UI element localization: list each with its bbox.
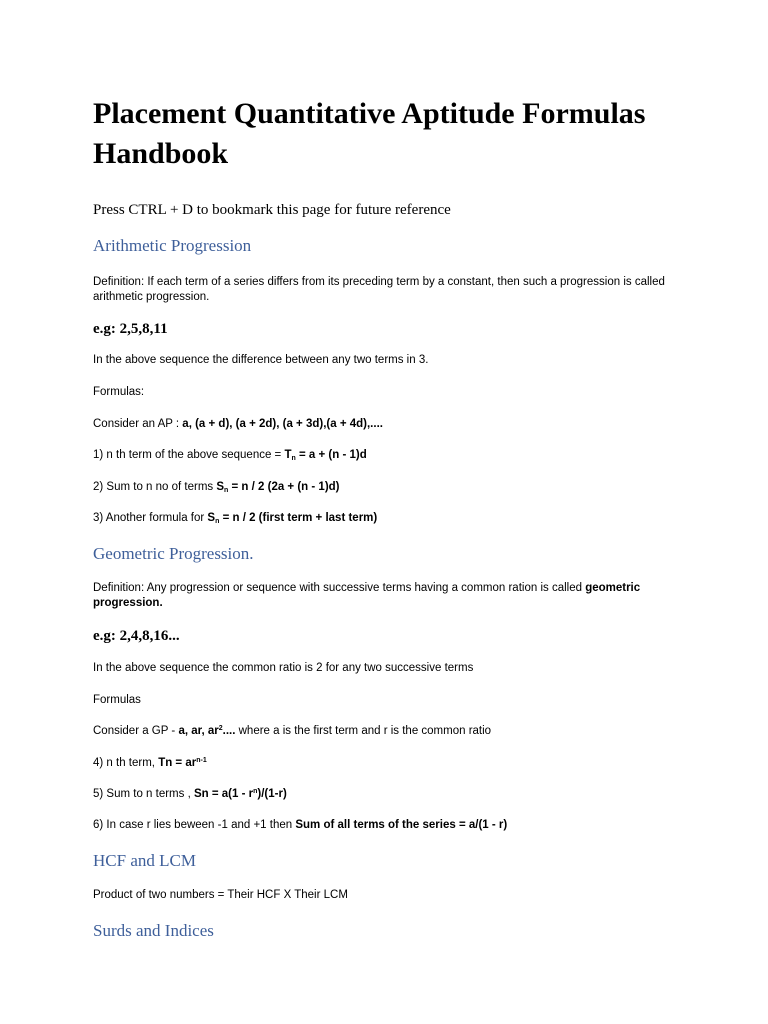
gp-formula-5-value-2: )/(1-r)	[257, 788, 287, 800]
ap-example: e.g: 2,5,8,11	[93, 321, 168, 337]
gp-formula-4-sup: n-1	[196, 757, 207, 764]
gp-example: e.g: 2,4,8,16...	[93, 628, 180, 644]
gp-formula-5-value-1: Sn = a(1 - r	[193, 788, 254, 800]
page-title: Placement Quantitative Aptitude Formulas Handbook	[93, 97, 646, 170]
gp-consider-suffix: where a is the first term and r is the common ratio	[235, 725, 492, 737]
gp-formula-5-sup: n	[253, 788, 258, 795]
ap-consider-value: a, (a + d), (a + 2d), (a + 3d),(a + 4d),....	[182, 418, 383, 430]
hcf-text: Product of two numbers = Their HCF X Their LCM	[93, 889, 348, 901]
ap-formula-3-lhs: S	[207, 512, 216, 524]
gp-formula-5	[93, 787, 673, 802]
gp-definition	[93, 581, 673, 611]
gp-formula-6-prefix: 6) In case r lies beween -1 and +1 then	[93, 819, 296, 831]
ap-formula-1-prefix: 1) n th term of the above sequence =	[93, 449, 285, 461]
gp-consider-sup: 2	[218, 725, 223, 732]
section-heading-arithmetic-progression: Arithmetic Progression	[93, 236, 252, 255]
ap-formula-1	[93, 448, 673, 463]
gp-consider-value-1: a, ar, ar	[178, 725, 219, 737]
gp-consider	[93, 724, 673, 739]
ap-formula-3-prefix: 3) Another formula for	[93, 512, 208, 524]
section-heading-geometric-progression: Geometric Progression.	[93, 544, 254, 563]
gp-consider-prefix: Consider a GP -	[93, 725, 179, 737]
ap-formula-3	[93, 511, 673, 526]
gp-definition-bold-1: geometric	[585, 582, 641, 594]
ap-formula-3-sub: n	[215, 518, 220, 525]
gp-formula-4-value: Tn = ar	[158, 757, 197, 769]
gp-formulas-label: Formulas	[93, 694, 141, 706]
gp-definition-bold-2: progression.	[93, 597, 163, 609]
ap-formula-2-prefix: 2) Sum to n no of terms	[93, 481, 217, 493]
gp-formula-5-prefix: 5) Sum to n terms ,	[93, 788, 194, 800]
ap-consider	[93, 417, 673, 432]
ap-formula-1-sub: n	[291, 455, 296, 462]
ap-formula-1-lhs: T	[284, 449, 292, 461]
ap-formula-3-rhs: = n / 2 (first term + last term)	[219, 512, 378, 524]
bookmark-hint: Press CTRL + D to bookmark this page for future reference	[93, 202, 451, 218]
gp-formula-6	[93, 818, 673, 833]
gp-definition-prefix: Definition: Any progression or sequence with successive terms having a common ration is called	[93, 582, 586, 594]
ap-formula-2-sub: n	[224, 487, 229, 494]
gp-formula-4-prefix: 4) n th term,	[93, 757, 159, 769]
ap-formula-1-rhs: = a + (n - 1)d	[295, 449, 367, 461]
gp-formula-4	[93, 756, 673, 771]
gp-formula-6-value: Sum of all terms of the series = a/(1 - r)	[295, 819, 508, 831]
ap-consider-prefix: Consider an AP :	[93, 418, 183, 430]
ap-formula-2	[93, 480, 673, 495]
gp-consider-value-2: ....	[222, 725, 236, 737]
gp-note: In the above sequence the common ratio is 2 for any two successive terms	[93, 662, 474, 674]
ap-formula-2-rhs: = n / 2 (2a + (n - 1)d)	[228, 481, 340, 493]
ap-formula-2-lhs: S	[216, 481, 225, 493]
ap-formulas-label: Formulas:	[93, 386, 145, 398]
ap-definition: Definition: If each term of a series differs from its preceding term by a constant, then such a progression is called arithmetic progression.	[93, 276, 665, 303]
ap-note: In the above sequence the difference between any two terms in 3.	[93, 354, 429, 366]
section-heading-surds-indices: Surds and Indices	[93, 921, 214, 940]
section-heading-hcf-lcm: HCF and LCM	[93, 851, 196, 870]
